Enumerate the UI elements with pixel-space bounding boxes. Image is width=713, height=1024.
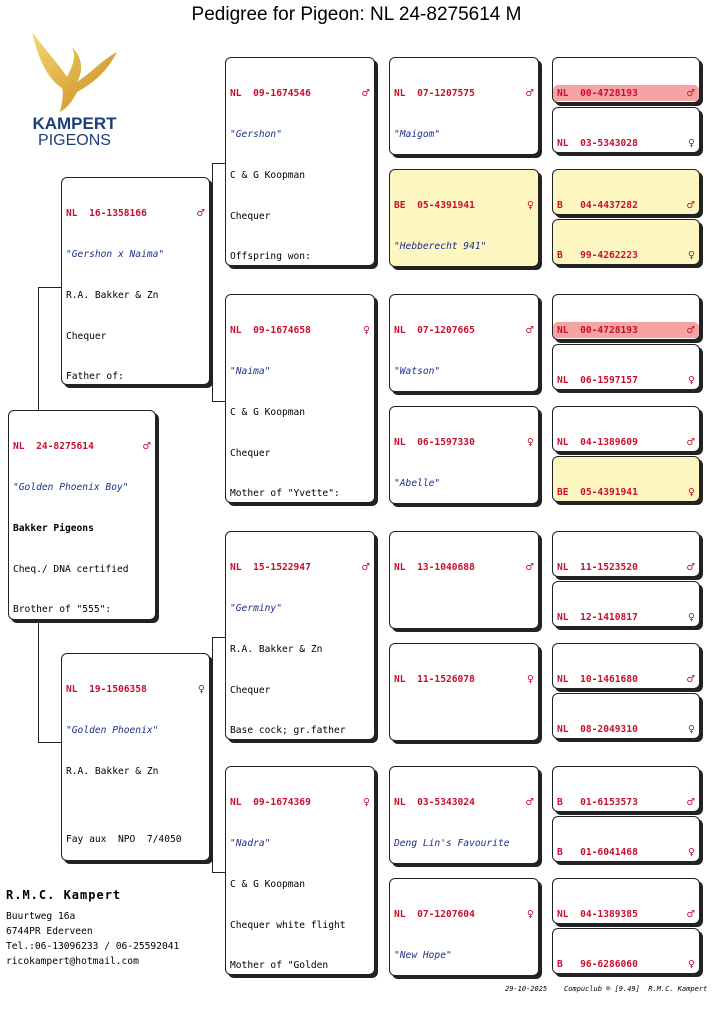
pigeon-card-g16[interactable] — [552, 928, 700, 974]
male-icon: ♂ — [686, 88, 695, 100]
female-icon: ♀ — [687, 250, 695, 262]
pigeon-name: Deng Lin's Favourite — [394, 837, 510, 849]
connector-line — [212, 163, 213, 401]
address-email: ricokampert@hotmail.com — [6, 956, 139, 967]
ring-number: NL 03-5343024 — [394, 797, 475, 809]
male-icon: ♂ — [686, 909, 695, 921]
pigeon-name: "Maigom" — [394, 128, 441, 140]
card-header — [230, 324, 370, 338]
card-header — [557, 723, 695, 737]
pigeon-card-ff[interactable] — [225, 57, 375, 266]
ring-number: NL 07-1207604 — [394, 909, 475, 921]
card-line: Offspring won: — [230, 251, 311, 263]
card-line: Mother of "Yvette": — [230, 488, 340, 500]
pigeon-name: "Naima" — [230, 365, 271, 377]
male-icon: ♂ — [361, 88, 370, 100]
pigeon-name: "Nadra" — [230, 837, 271, 849]
card-header — [394, 87, 534, 101]
female-icon: ♀ — [526, 200, 534, 212]
pigeon-card-g4[interactable] — [552, 219, 700, 265]
card-header — [230, 796, 370, 810]
ring-number: NL 00-4728193 — [557, 325, 638, 337]
address-phone: Tel.:06-13096233 / 06-25592041 — [6, 941, 180, 952]
card-line: Fay aux NPO 7/4050 — [66, 833, 182, 845]
pigeon-card-g7[interactable] — [552, 406, 700, 452]
logo-text-pigeons: PIGEONS — [38, 132, 111, 149]
connector-line — [212, 163, 226, 164]
pigeon-card-mother[interactable] — [61, 653, 210, 861]
male-icon: ♂ — [142, 441, 151, 453]
card-header — [557, 846, 695, 860]
ring-number: NL 15-1522947 — [230, 562, 311, 574]
connector-line — [212, 637, 226, 638]
ring-number: BE 05-4391941 — [557, 487, 638, 499]
male-icon: ♂ — [361, 562, 370, 574]
pigeon-card-g3[interactable] — [552, 169, 700, 215]
pigeon-name — [394, 602, 534, 616]
ring-number: B 01-6041468 — [557, 847, 638, 859]
card-header — [557, 249, 695, 263]
pigeon-owner: C & G Koopman — [230, 878, 306, 890]
card-header — [557, 958, 695, 972]
female-icon: ♀ — [526, 437, 534, 449]
pigeon-card-g12[interactable] — [552, 693, 700, 739]
card-header — [557, 137, 695, 151]
ring-number: NL 19-1506358 — [66, 684, 147, 696]
card-header — [394, 796, 534, 810]
female-icon: ♀ — [197, 684, 205, 696]
pigeon-card-g14[interactable] — [552, 816, 700, 862]
female-icon: ♀ — [687, 375, 695, 387]
card-line: Chequer white flight — [230, 919, 346, 931]
card-line: Mother of "Golden — [230, 960, 329, 972]
pigeon-card-g8[interactable] — [552, 456, 700, 502]
ring-number: NL 16-1358166 — [66, 208, 147, 220]
pigeon-card-ffm[interactable] — [389, 169, 539, 267]
pigeon-card-fm[interactable] — [225, 294, 375, 503]
ring-number: B 96-6286060 — [557, 959, 638, 971]
connector-line — [38, 620, 39, 742]
pigeon-owner: R.A. Bakker & Zn — [66, 289, 159, 301]
connector-line — [38, 287, 62, 288]
ring-number: NL 10-1461680 — [557, 674, 638, 686]
owner-name: R.M.C. Kampert — [6, 888, 122, 902]
female-icon: ♀ — [687, 138, 695, 150]
male-icon: ♂ — [686, 674, 695, 686]
page-title: Pedigree for Pigeon: NL 24-8275614 M — [191, 4, 522, 25]
connector-line — [38, 287, 39, 411]
pigeon-card-g2[interactable] — [552, 107, 700, 153]
pigeon-owner: C & G Koopman — [230, 406, 306, 418]
male-icon: ♂ — [686, 437, 695, 449]
card-header — [394, 324, 534, 338]
pigeon-card-g5[interactable] — [552, 294, 700, 340]
pigeon-name — [394, 714, 534, 728]
male-icon: ♂ — [525, 562, 534, 574]
pigeon-owner: C & G Koopman — [230, 169, 306, 181]
ring-number: NL 09-1674546 — [230, 88, 311, 100]
ring-number: NL 07-1207575 — [394, 88, 475, 100]
card-header — [394, 436, 534, 450]
pigeon-card-mf[interactable] — [225, 531, 375, 740]
address-street: Buurtweg 16a — [6, 911, 76, 922]
card-header — [66, 683, 205, 697]
card-line: Chequer — [230, 210, 271, 222]
ring-number: B 04-4437282 — [557, 200, 638, 212]
ring-number: NL 09-1674658 — [230, 325, 311, 337]
pigeon-card-mfm[interactable] — [389, 643, 539, 741]
card-header — [557, 611, 695, 625]
card-header — [553, 85, 699, 101]
card-line: Father of: — [66, 371, 124, 383]
pigeon-owner: R.A. Bakker & Zn — [66, 765, 159, 777]
male-icon: ♂ — [686, 797, 695, 809]
card-header — [557, 908, 695, 922]
connector-line — [38, 742, 62, 743]
pigeon-card-g1[interactable] — [552, 57, 700, 103]
pigeon-card-g13[interactable] — [552, 766, 700, 812]
connector-line — [212, 872, 226, 873]
pigeon-card-g15[interactable] — [552, 878, 700, 924]
ring-number: NL 06-1597157 — [557, 375, 638, 387]
pigeon-name: "Golden Phoenix Boy" — [13, 481, 129, 493]
pigeon-card-fmf[interactable] — [389, 294, 539, 392]
ring-number: NL 07-1207665 — [394, 325, 475, 337]
pigeon-card-fmm[interactable] — [389, 406, 539, 504]
ring-number: NL 11-1523520 — [557, 562, 638, 574]
card-header — [394, 199, 534, 213]
ring-number: NL 03-5343028 — [557, 138, 638, 150]
ring-number: NL 13-1040688 — [394, 562, 475, 574]
card-header — [557, 374, 695, 388]
female-icon: ♀ — [687, 959, 695, 971]
pigeon-card-g10[interactable] — [552, 581, 700, 627]
pigeon-name: "Golden Phoenix" — [66, 724, 159, 736]
pigeon-name: "Watson" — [394, 365, 441, 377]
pigeon-name: "New Hope" — [394, 949, 452, 961]
female-icon: ♀ — [362, 797, 370, 809]
pigeon-card-subject[interactable] — [8, 410, 156, 620]
female-icon: ♀ — [526, 909, 534, 921]
ring-number: NL 00-4728193 — [557, 88, 638, 100]
ring-number: BE 05-4391941 — [394, 200, 475, 212]
card-header — [557, 436, 695, 450]
female-icon: ♀ — [526, 674, 534, 686]
card-header — [230, 87, 370, 101]
female-icon: ♀ — [362, 325, 370, 337]
male-icon: ♂ — [525, 88, 534, 100]
pigeon-owner: R.A. Bakker & Zn — [230, 643, 323, 655]
male-icon: ♂ — [686, 200, 695, 212]
ring-number: NL 12-1410817 — [557, 612, 638, 624]
pigeon-name: "Abelle" — [394, 477, 441, 489]
card-line: Cheq./ DNA certified — [13, 563, 129, 575]
card-line: Brother of "555": — [13, 604, 112, 616]
address-city: 6744PR Ederveen — [6, 926, 93, 937]
card-header — [394, 908, 534, 922]
ring-number: B 01-6153573 — [557, 797, 638, 809]
card-header — [557, 673, 695, 687]
card-header — [557, 796, 695, 810]
ring-number: NL 09-1674369 — [230, 797, 311, 809]
pigeon-card-g9[interactable] — [552, 531, 700, 577]
pigeon-name: "Hebberecht 941" — [394, 240, 487, 252]
male-icon: ♂ — [686, 325, 695, 337]
card-line: Base cock; gr.father — [230, 725, 346, 737]
card-header — [557, 561, 695, 575]
pigeon-card-g11[interactable] — [552, 643, 700, 689]
pigeon-card-mmf[interactable] — [389, 766, 539, 864]
ring-number: NL 24-8275614 — [13, 441, 94, 453]
card-line: Chequer — [230, 684, 271, 696]
male-icon: ♂ — [525, 325, 534, 337]
ring-number: NL 04-1389609 — [557, 437, 638, 449]
pigeon-name: "Gershon x Naima" — [66, 248, 165, 260]
pigeon-card-fff[interactable] — [389, 57, 539, 155]
logo-text-kampert: KAMPERT — [32, 114, 117, 133]
card-header — [66, 207, 205, 221]
card-header — [557, 199, 695, 213]
phoenix-bird-icon — [22, 22, 127, 114]
female-icon: ♀ — [687, 487, 695, 499]
pigeon-owner: Bakker Pigeons — [13, 522, 94, 534]
kampert-logo — [22, 22, 127, 152]
male-icon: ♂ — [525, 797, 534, 809]
card-header — [230, 561, 370, 575]
female-icon: ♀ — [687, 612, 695, 624]
pigeon-name: "Germiny" — [230, 602, 282, 614]
footer-stamp: 29-10-2025 Compuclub ® [9.49] R.M.C. Kampert — [505, 985, 708, 993]
connector-line — [212, 637, 213, 872]
ring-number: B 99-4262223 — [557, 250, 638, 262]
card-line: Chequer — [66, 330, 107, 342]
card-header — [13, 440, 151, 454]
ring-number: NL 06-1597330 — [394, 437, 475, 449]
card-header — [553, 322, 699, 338]
card-header — [394, 561, 534, 575]
male-icon: ♂ — [686, 562, 695, 574]
pigeon-card-mff[interactable] — [389, 531, 539, 629]
card-header — [557, 486, 695, 500]
ring-number: NL 08-2049310 — [557, 724, 638, 736]
ring-number: NL 04-1389385 — [557, 909, 638, 921]
male-icon: ♂ — [196, 208, 205, 220]
female-icon: ♀ — [687, 724, 695, 736]
connector-line — [212, 401, 226, 402]
card-header — [394, 673, 534, 687]
card-line: Chequer — [230, 447, 271, 459]
pigeon-card-mm[interactable] — [225, 766, 375, 975]
owner-address — [6, 888, 179, 969]
pigeon-name: "Gershon" — [230, 128, 282, 140]
pigeon-card-g6[interactable] — [552, 344, 700, 390]
ring-number: NL 11-1526078 — [394, 674, 475, 686]
pigeon-card-mmm[interactable] — [389, 878, 539, 976]
pigeon-card-father[interactable] — [61, 177, 210, 385]
female-icon: ♀ — [687, 847, 695, 859]
